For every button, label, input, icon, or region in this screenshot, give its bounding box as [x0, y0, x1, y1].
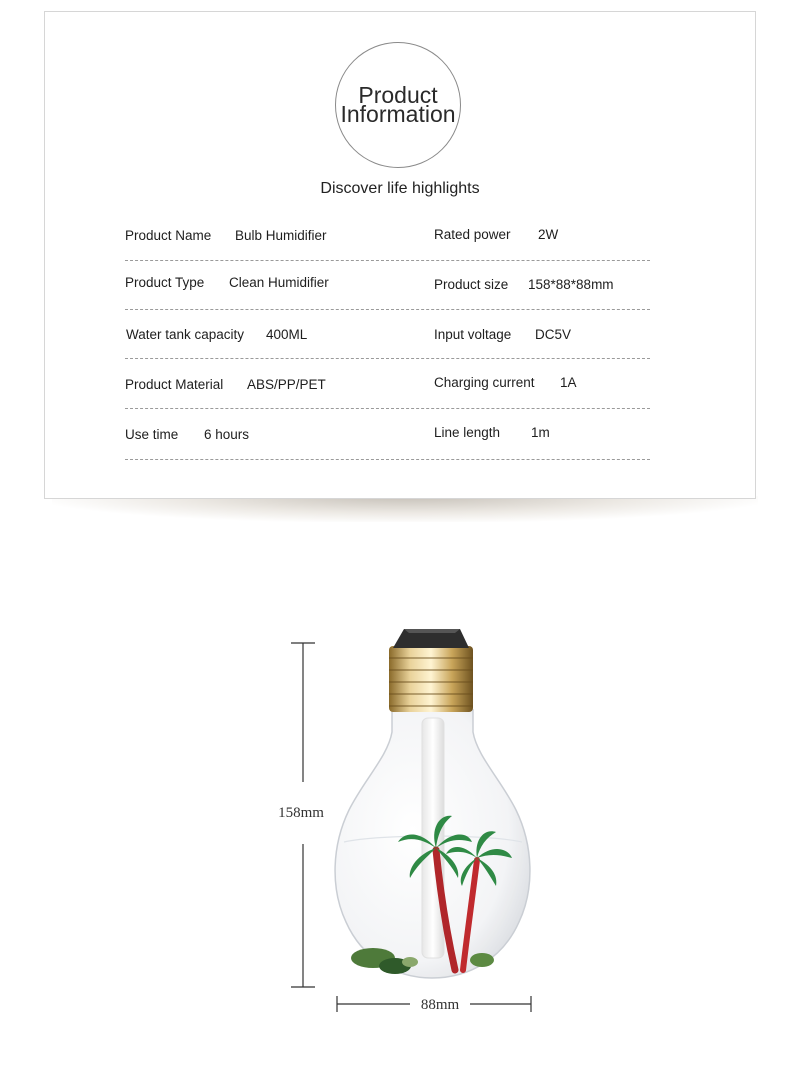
product-info-card — [44, 11, 756, 499]
spec-row — [125, 409, 650, 460]
spec-label: Product Name — [125, 228, 212, 243]
spec-value: 158*88*88mm — [528, 277, 614, 292]
height-label: 158mm — [278, 805, 324, 821]
spec-value: 400ML — [266, 327, 308, 342]
spec-label: Use time — [125, 427, 179, 442]
spec-value: 6 hours — [204, 427, 250, 442]
spec-row — [125, 212, 650, 261]
spec-value: Bulb Humidifier — [235, 228, 327, 243]
badge-line-2: Information — [340, 101, 456, 127]
spec-value: 1A — [560, 375, 577, 390]
spec-value: ABS/PP/PET — [247, 377, 326, 392]
card-shadow — [52, 496, 758, 522]
spec-row — [125, 310, 650, 359]
subtitle: Discover life highlights — [320, 180, 480, 197]
spec-value: 1m — [531, 425, 550, 440]
spec-label: Water tank capacity — [126, 327, 245, 342]
spec-label: Line length — [434, 425, 501, 440]
spec-row — [125, 359, 650, 409]
width-label: 88mm — [420, 997, 460, 1013]
badge-line-1: Product — [358, 82, 438, 108]
product-information-badge — [335, 42, 461, 168]
spec-row — [125, 261, 650, 310]
spec-label: Rated power — [434, 227, 511, 242]
spec-value: Clean Humidifier — [229, 275, 329, 290]
spec-label: Product Type — [125, 275, 205, 290]
mist-tube — [422, 718, 444, 958]
bulb-cap — [389, 629, 473, 712]
spec-label: Product size — [434, 277, 509, 292]
bulb-humidifier-illustration — [0, 560, 800, 1066]
spec-value: DC5V — [535, 327, 572, 342]
spec-value: 2W — [538, 227, 559, 242]
spec-label: Input voltage — [434, 327, 512, 342]
spec-label: Product Material — [125, 377, 224, 392]
spec-label: Charging current — [434, 375, 535, 390]
